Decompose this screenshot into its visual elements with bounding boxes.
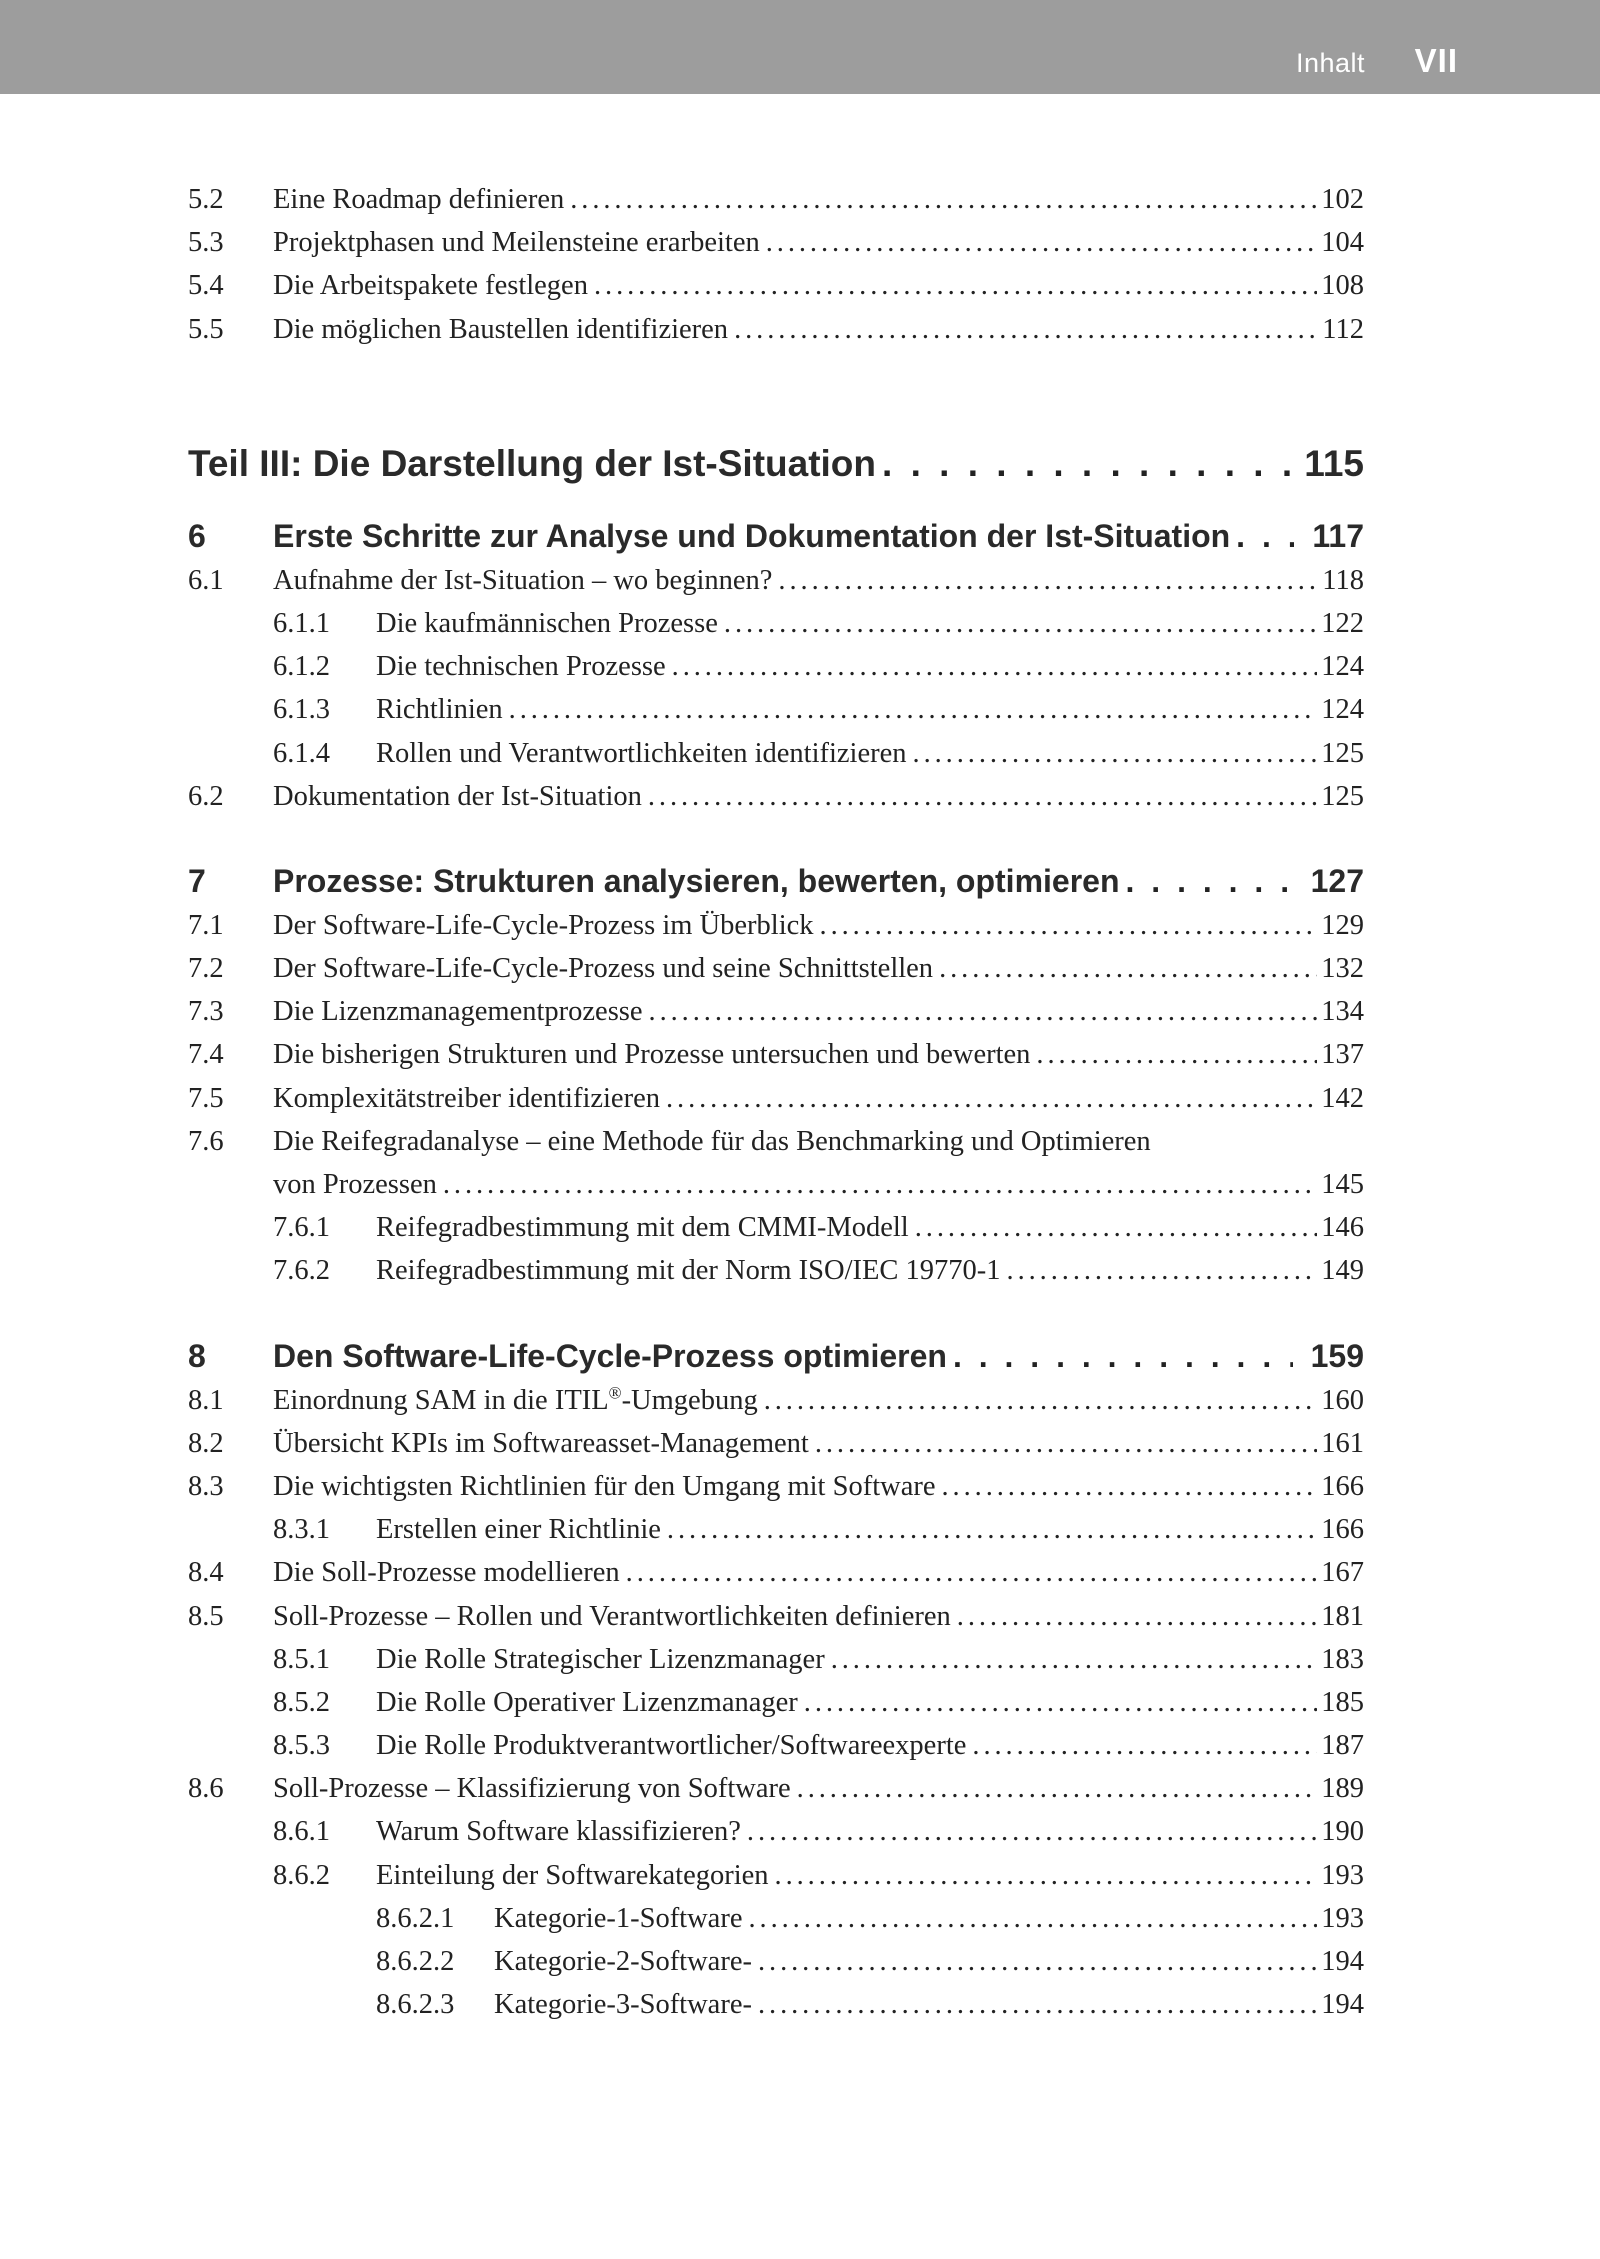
toc-entry-number: 8.6 bbox=[188, 1773, 224, 1805]
toc-entry-page: 134 bbox=[1317, 990, 1364, 1033]
toc-entry-number: 6.1.4 bbox=[273, 737, 330, 769]
toc-entry-7-6[interactable] bbox=[188, 1120, 1364, 1163]
dot-leader bbox=[1126, 859, 1293, 904]
toc-chapter-7[interactable] bbox=[188, 859, 1364, 904]
toc-chapter-page: 127 bbox=[1293, 859, 1364, 904]
toc-entry-title: Einordnung SAM in die ITIL®-Umgebung bbox=[273, 1379, 764, 1422]
toc-entry-title: Die Reifegradanalyse – eine Methode für das Benchmarking und Optimieren bbox=[273, 1125, 1151, 1157]
toc-entry-title: Erstellen einer Richtlinie bbox=[376, 1508, 667, 1551]
toc-chapter-page: 159 bbox=[1293, 1334, 1364, 1379]
toc-entry-5-2[interactable] bbox=[188, 178, 1364, 221]
dot-leader bbox=[804, 1681, 1317, 1724]
dot-leader bbox=[1036, 1033, 1317, 1076]
toc-entry-title: Die bisherigen Strukturen und Prozesse untersuchen und bewerten bbox=[273, 1033, 1036, 1076]
toc-entry-8-2[interactable] bbox=[188, 1422, 1364, 1465]
toc-chapter-8[interactable] bbox=[188, 1334, 1364, 1379]
dot-leader bbox=[748, 1897, 1317, 1940]
toc-entry-title: Aufnahme der Ist-Situation – wo beginnen? bbox=[273, 559, 778, 602]
toc-entry-number: 7.4 bbox=[188, 1039, 224, 1071]
dot-leader bbox=[594, 264, 1317, 307]
toc-entry-title: Der Software-Life-Cycle-Prozess im Überblick bbox=[273, 904, 820, 947]
toc-entry-7-5[interactable] bbox=[188, 1077, 1364, 1120]
dot-leader bbox=[443, 1163, 1317, 1206]
toc-entry-number: 6.1.1 bbox=[273, 607, 330, 639]
toc-entry-page: 190 bbox=[1317, 1810, 1364, 1853]
toc-entry-title: Die möglichen Baustellen identifizieren bbox=[273, 308, 734, 351]
toc-entry-8-6-2[interactable] bbox=[188, 1854, 1364, 1897]
toc-entry-8-5-1[interactable] bbox=[188, 1638, 1364, 1681]
toc-entry-title: Kategorie-1-Software bbox=[494, 1897, 748, 1940]
toc-entry-number: 7.2 bbox=[188, 953, 224, 985]
toc-entry-8-3[interactable] bbox=[188, 1465, 1364, 1508]
toc-entry-page: 104 bbox=[1317, 221, 1364, 264]
dot-leader bbox=[766, 221, 1318, 264]
toc-entry-page: 161 bbox=[1317, 1422, 1364, 1465]
toc-entry-title: Soll-Prozesse – Rollen und Verantwortlichkeiten definieren bbox=[273, 1595, 957, 1638]
table-of-contents bbox=[188, 178, 1364, 2026]
toc-chapter-number: 6 bbox=[188, 517, 206, 554]
toc-entry-title: Soll-Prozesse – Klassifizierung von Software bbox=[273, 1767, 797, 1810]
toc-entry-title: Reifegradbestimmung mit dem CMMI-Modell bbox=[376, 1206, 915, 1249]
toc-entry-page: 122 bbox=[1317, 602, 1364, 645]
toc-entry-page: 193 bbox=[1317, 1897, 1364, 1940]
toc-entry-page: 194 bbox=[1317, 1983, 1364, 2026]
toc-entry-page: 181 bbox=[1317, 1595, 1364, 1638]
dot-leader bbox=[953, 1334, 1293, 1379]
toc-entry-page: 187 bbox=[1317, 1724, 1364, 1767]
toc-entry-title: Projektphasen und Meilensteine erarbeiten bbox=[273, 221, 766, 264]
toc-entry-number: 8.6.2.2 bbox=[376, 1946, 455, 1977]
toc-part-page: 115 bbox=[1300, 434, 1364, 494]
toc-entry-page: 108 bbox=[1317, 264, 1364, 307]
toc-entry-8-5-2[interactable] bbox=[188, 1681, 1364, 1724]
toc-entry-8-6-2-3[interactable] bbox=[188, 1983, 1364, 2026]
toc-entry-title-continued: von Prozessen bbox=[273, 1163, 443, 1206]
dot-leader bbox=[626, 1551, 1318, 1594]
dot-leader bbox=[797, 1767, 1318, 1810]
dot-leader bbox=[972, 1724, 1317, 1767]
toc-entry-number: 8.3 bbox=[188, 1470, 224, 1502]
toc-entry-number: 8.5 bbox=[188, 1600, 224, 1632]
dot-leader bbox=[913, 732, 1318, 775]
toc-entry-title: Übersicht KPIs im Softwareasset-Management bbox=[273, 1422, 815, 1465]
toc-entry-7-6-1[interactable] bbox=[188, 1206, 1364, 1249]
toc-entry-6-1-2[interactable] bbox=[188, 645, 1364, 688]
toc-entry-title: Warum Software klassifizieren? bbox=[376, 1810, 747, 1853]
toc-entry-title: Reifegradbestimmung mit der Norm ISO/IEC 19770-1 bbox=[376, 1249, 1007, 1292]
toc-entry-8-5[interactable] bbox=[188, 1595, 1364, 1638]
toc-entry-number: 7.5 bbox=[188, 1082, 224, 1114]
toc-entry-number: 8.5.2 bbox=[273, 1686, 330, 1718]
toc-entry-number: 8.5.3 bbox=[273, 1730, 330, 1762]
dot-leader bbox=[758, 1983, 1317, 2026]
toc-entry-page: 183 bbox=[1317, 1638, 1364, 1681]
toc-entry-5-4[interactable] bbox=[188, 264, 1364, 307]
toc-part-title: Teil III: Die Darstellung der Ist-Situation bbox=[188, 434, 882, 494]
toc-entry-6-1-1[interactable] bbox=[188, 602, 1364, 645]
toc-entry-number: 7.6.1 bbox=[273, 1212, 330, 1244]
toc-entry-title: Richtlinien bbox=[376, 688, 509, 731]
dot-leader bbox=[667, 1508, 1317, 1551]
dot-leader bbox=[815, 1422, 1317, 1465]
toc-entry-8-6-2-2[interactable] bbox=[188, 1940, 1364, 1983]
toc-entry-title: Die Rolle Strategischer Lizenzmanager bbox=[376, 1638, 831, 1681]
toc-entry-title: Dokumentation der Ist-Situation bbox=[273, 775, 648, 818]
toc-entry-title: Die kaufmännischen Prozesse bbox=[376, 602, 724, 645]
dot-leader bbox=[957, 1595, 1317, 1638]
toc-entry-6-2[interactable] bbox=[188, 775, 1364, 818]
toc-entry-title: Kategorie-2-Software- bbox=[494, 1940, 758, 1983]
toc-entry-5-3[interactable] bbox=[188, 221, 1364, 264]
dot-leader bbox=[764, 1379, 1318, 1422]
dot-leader bbox=[831, 1638, 1318, 1681]
dot-leader bbox=[1236, 514, 1294, 559]
dot-leader bbox=[942, 1465, 1318, 1508]
toc-entry-number: 5.4 bbox=[188, 270, 224, 302]
dot-leader bbox=[672, 645, 1318, 688]
toc-entry-number: 5.2 bbox=[188, 184, 224, 215]
toc-entry-page: 142 bbox=[1317, 1077, 1364, 1120]
toc-entry-7-3[interactable] bbox=[188, 990, 1364, 1033]
running-header bbox=[0, 0, 1600, 94]
toc-entry-6-1-4[interactable] bbox=[188, 732, 1364, 775]
toc-chapter-title: Erste Schritte zur Analyse und Dokumentation der Ist-Situation bbox=[273, 514, 1236, 559]
toc-entry-title: Die Rolle Produktverantwortlicher/Softwareexperte bbox=[376, 1724, 972, 1767]
toc-entry-7-2[interactable] bbox=[188, 947, 1364, 990]
toc-entry-page: 145 bbox=[1317, 1163, 1364, 1206]
toc-entry-8-4[interactable] bbox=[188, 1551, 1364, 1594]
toc-entry-title: Die technischen Prozesse bbox=[376, 645, 672, 688]
toc-entry-number: 6.1 bbox=[188, 564, 224, 596]
dot-leader bbox=[724, 602, 1317, 645]
toc-entry-page: 167 bbox=[1317, 1551, 1364, 1594]
dot-leader bbox=[882, 434, 1300, 494]
toc-entry-page: 137 bbox=[1317, 1033, 1364, 1076]
toc-entry-number: 6.1.3 bbox=[273, 694, 330, 726]
toc-entry-8-6-1[interactable] bbox=[188, 1810, 1364, 1853]
toc-entry-number: 7.6.2 bbox=[273, 1255, 330, 1287]
toc-entry-title: Die Arbeitspakete festlegen bbox=[273, 264, 594, 307]
toc-entry-number: 7.1 bbox=[188, 909, 224, 941]
toc-entry-title: Komplexitätstreiber identifizieren bbox=[273, 1077, 666, 1120]
toc-chapter-page: 117 bbox=[1294, 514, 1364, 559]
toc-entry-7-1[interactable] bbox=[188, 904, 1364, 947]
toc-entry-page: 124 bbox=[1317, 645, 1364, 688]
toc-entry-number: 6.2 bbox=[188, 780, 224, 812]
dot-leader bbox=[1007, 1249, 1318, 1292]
toc-entry-page: 124 bbox=[1317, 688, 1364, 731]
toc-entry-page: 185 bbox=[1317, 1681, 1364, 1724]
dot-leader bbox=[509, 688, 1318, 731]
toc-entry-page: 102 bbox=[1317, 178, 1364, 221]
toc-entry-page: 149 bbox=[1317, 1249, 1364, 1292]
toc-chapter-number: 7 bbox=[188, 862, 206, 899]
toc-entry-number: 8.2 bbox=[188, 1427, 224, 1459]
toc-entry-page: 166 bbox=[1317, 1508, 1364, 1551]
dot-leader bbox=[666, 1077, 1317, 1120]
toc-chapter-6[interactable] bbox=[188, 514, 1364, 559]
toc-entry-title: Die Soll-Prozesse modellieren bbox=[273, 1551, 626, 1594]
toc-entry-title: Der Software-Life-Cycle-Prozess und seine Schnittstellen bbox=[273, 947, 939, 990]
toc-entry-title: Kategorie-3-Software- bbox=[494, 1983, 758, 2026]
toc-entry-page: 125 bbox=[1317, 775, 1364, 818]
toc-entry-number: 8.6.1 bbox=[273, 1816, 330, 1848]
toc-entry-page: 166 bbox=[1317, 1465, 1364, 1508]
toc-entry-number: 7.6 bbox=[188, 1125, 224, 1157]
toc-entry-8-5-3[interactable] bbox=[188, 1724, 1364, 1767]
dot-leader bbox=[734, 308, 1318, 351]
toc-entry-title: Die wichtigsten Richtlinien für den Umgang mit Software bbox=[273, 1465, 942, 1508]
toc-part-3[interactable] bbox=[188, 434, 1364, 494]
toc-entry-7-4[interactable] bbox=[188, 1033, 1364, 1076]
toc-entry-7-6-continued[interactable] bbox=[188, 1163, 1364, 1206]
toc-entry-number: 8.5.1 bbox=[273, 1643, 330, 1675]
registered-mark: ® bbox=[608, 1383, 622, 1403]
dot-leader bbox=[939, 947, 1317, 990]
running-header-section: Inhalt bbox=[1295, 48, 1365, 78]
toc-entry-number: 8.4 bbox=[188, 1557, 224, 1589]
toc-entry-8-6[interactable] bbox=[188, 1767, 1364, 1810]
toc-entry-7-6-2[interactable] bbox=[188, 1249, 1364, 1292]
toc-entry-page: 112 bbox=[1318, 308, 1364, 351]
dot-leader bbox=[778, 559, 1318, 602]
dot-leader bbox=[915, 1206, 1318, 1249]
dot-leader bbox=[820, 904, 1318, 947]
toc-chapter-title: Prozesse: Strukturen analysieren, bewerten, optimieren bbox=[273, 859, 1126, 904]
toc-entry-number: 8.6.2 bbox=[273, 1859, 330, 1891]
toc-entry-page: 118 bbox=[1318, 559, 1364, 602]
dot-leader bbox=[648, 775, 1317, 818]
toc-entry-title: Die Lizenzmanagementprozesse bbox=[273, 990, 649, 1033]
toc-entry-page: 129 bbox=[1317, 904, 1364, 947]
toc-entry-title: Einteilung der Softwarekategorien bbox=[376, 1854, 775, 1897]
toc-chapter-number: 8 bbox=[188, 1337, 206, 1374]
toc-entry-number: 7.3 bbox=[188, 996, 224, 1028]
toc-entry-8-3-1[interactable] bbox=[188, 1508, 1364, 1551]
toc-entry-page: 132 bbox=[1317, 947, 1364, 990]
toc-entry-title: Eine Roadmap definieren bbox=[273, 178, 570, 221]
toc-entry-page: 194 bbox=[1317, 1940, 1364, 1983]
page-number: VII bbox=[1414, 42, 1458, 79]
toc-entry-8-6-2-1[interactable] bbox=[188, 1897, 1364, 1940]
toc-entry-5-5[interactable] bbox=[188, 308, 1364, 351]
toc-entry-number: 6.1.2 bbox=[273, 651, 330, 683]
dot-leader bbox=[649, 990, 1318, 1033]
toc-entry-6-1[interactable] bbox=[188, 559, 1364, 602]
toc-entry-number: 5.5 bbox=[188, 313, 224, 345]
toc-entry-6-1-3[interactable] bbox=[188, 688, 1364, 731]
toc-entry-number: 8.3.1 bbox=[273, 1514, 330, 1546]
toc-entry-page: 189 bbox=[1317, 1767, 1364, 1810]
dot-leader bbox=[758, 1940, 1317, 1983]
dot-leader bbox=[775, 1854, 1318, 1897]
toc-entry-8-1[interactable] bbox=[188, 1379, 1364, 1422]
toc-entry-page: 146 bbox=[1317, 1206, 1364, 1249]
toc-entry-title: Rollen und Verantwortlichkeiten identifizieren bbox=[376, 732, 913, 775]
toc-entry-number: 8.6.2.1 bbox=[376, 1902, 455, 1934]
toc-entry-page: 125 bbox=[1317, 732, 1364, 775]
toc-entry-page: 193 bbox=[1317, 1854, 1364, 1897]
toc-chapter-title: Den Software-Life-Cycle-Prozess optimieren bbox=[273, 1334, 953, 1379]
dot-leader bbox=[570, 178, 1317, 221]
toc-entry-page: 160 bbox=[1317, 1379, 1364, 1422]
toc-entry-title: Die Rolle Operativer Lizenzmanager bbox=[376, 1681, 804, 1724]
toc-entry-number: 8.6.2.3 bbox=[376, 1989, 455, 2021]
toc-entry-number: 8.1 bbox=[188, 1384, 224, 1416]
toc-entry-number: 5.3 bbox=[188, 227, 224, 259]
dot-leader bbox=[747, 1810, 1317, 1853]
